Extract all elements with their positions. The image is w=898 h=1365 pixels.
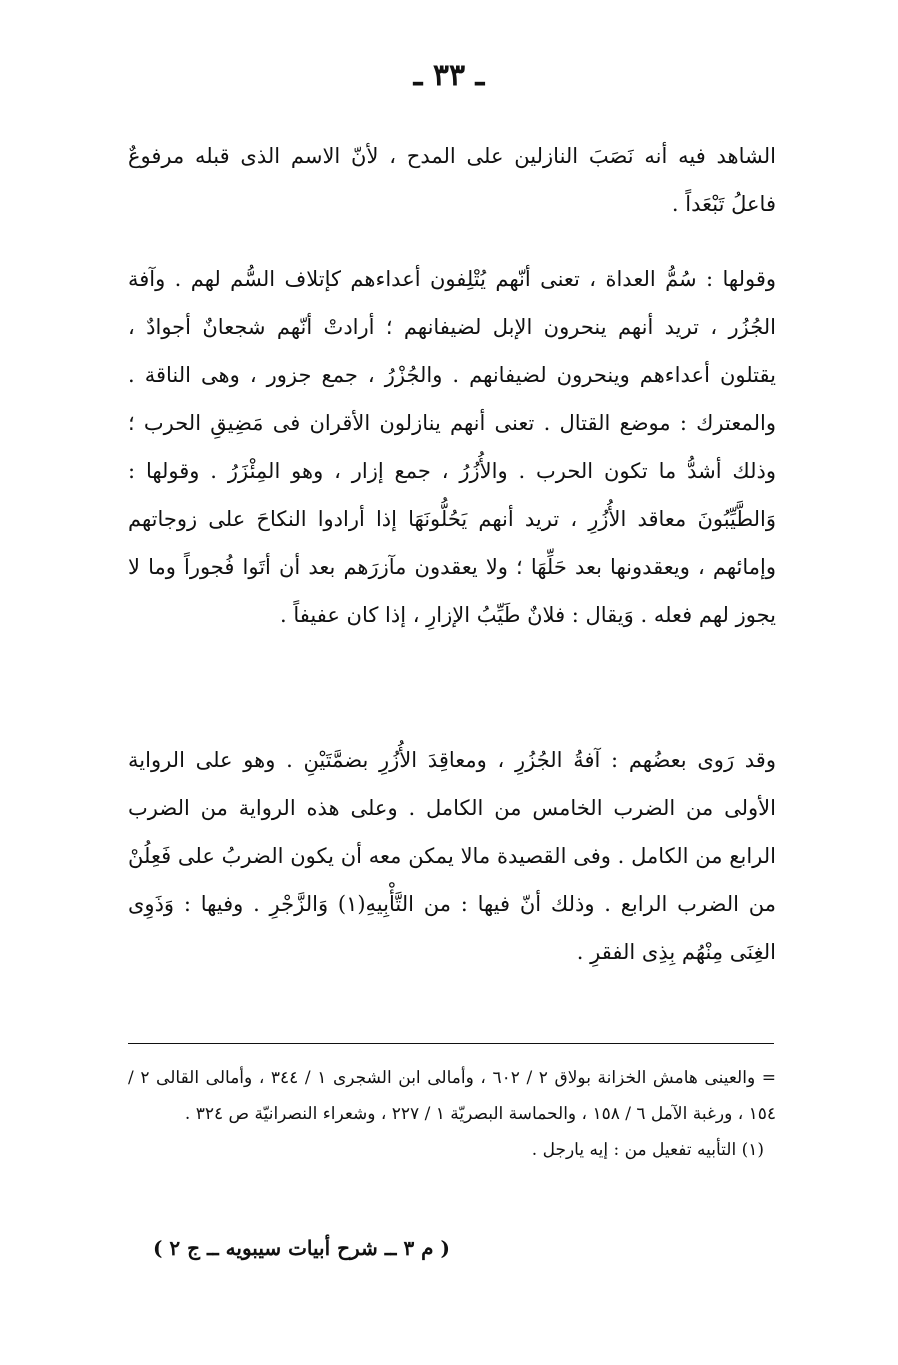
paragraph-1 bbox=[128, 132, 776, 228]
paragraph-3 bbox=[128, 736, 776, 976]
page-number: ـ ٣٣ ـ bbox=[413, 58, 485, 93]
signature-line: ( م ٣ ــ شرح أبيات سيبويه ــ ج ٢ ) bbox=[152, 1236, 450, 1260]
footnote-1: (١) التأبيه تفعيل من : إيه يارجل . bbox=[531, 1140, 764, 1160]
footnote-divider bbox=[128, 1043, 774, 1044]
paragraph-text: الشاهد فيه أنه نَصَبَ النازلين على المدح ، لأنّ الاسم الذى قبله مرفوعٌ فاعلُ تَبْعَداً . bbox=[128, 144, 776, 216]
footnotes bbox=[128, 1060, 776, 1168]
paragraph-text: وقد رَوى بعضُهم : آفةُ الجُزُرِ ، ومعاقِدَ الأُزُرِ بضمَّتَيْنِ . وهو على الرواية الأولى من الضرب الخامس من الكامل . وعلى هذه الرواية من الضرب الرابع من الكامل . وفى القصيدة مالا يمكن معه أن يكون الضربُ على فَعِلُنْ من الضرب الرابع . وذلك أنّ فيها : من التَّأْبِيهِ(١) وَالزَّجْرِ . وفيها : وَذَوِى الغِنَى مِنْهُم بِذِى الفقرِ . bbox=[128, 748, 776, 964]
footnote-continuation: = والعينى هامش الخزانة بولاق ٢ / ٦٠٢ ، وأمالى ابن الشجرى ١ / ٣٤٤ ، وأمالى القالى ٢ / ١٥٤ ، ورغبة الآمل ٦ / ١٥٨ ، والحماسة البصريّة ١ / ٢٢٧ ، وشعراء النصرانيّة ص ٣٢٤ . bbox=[128, 1068, 777, 1124]
paragraph-2 bbox=[128, 255, 776, 639]
paragraph-text: وقولها : سُمُّ العداة ، تعنى أنّهم يُتْلِفون أعداءهم كإتلاف السُّم لهم . وآفة الجُزُر ، تريد أنهم ينحرون الإبل لضيفانهم ؛ أرادتْ أنّهم شجعانٌ أجوادٌ ، يقتلون أعداءهم وينحرون لضيفانهم . والجُزْرُ ، جمع جزور ، وهى الناقة . والمعترك : موضع القتال . تعنى أنهم ينازلون الأقران فى مَضِيقِ الحرب ؛ وذلك أشدُّ ما تكون الحرب . والأُزُرُ ، جمع إزار ، وهو المِئْزَرُ . وقولها : وَالطَّيِّبُونَ معاقد الأُزُرِ ، تريد أنهم يَحُلُّونَهَا إذا أرادوا النكاحَ على زوجاتهم وإمائهم ، ويعقدونها بعد حَلِّهَا ؛ ولا يعقدون مآزرَهم بعد أن أتَوا فُجوراً وما لا يجوز لهم فعله . وَيقال : فلانٌ طَيِّبُ الإزارِ ، إذا كان عفيفاً . bbox=[128, 267, 776, 627]
